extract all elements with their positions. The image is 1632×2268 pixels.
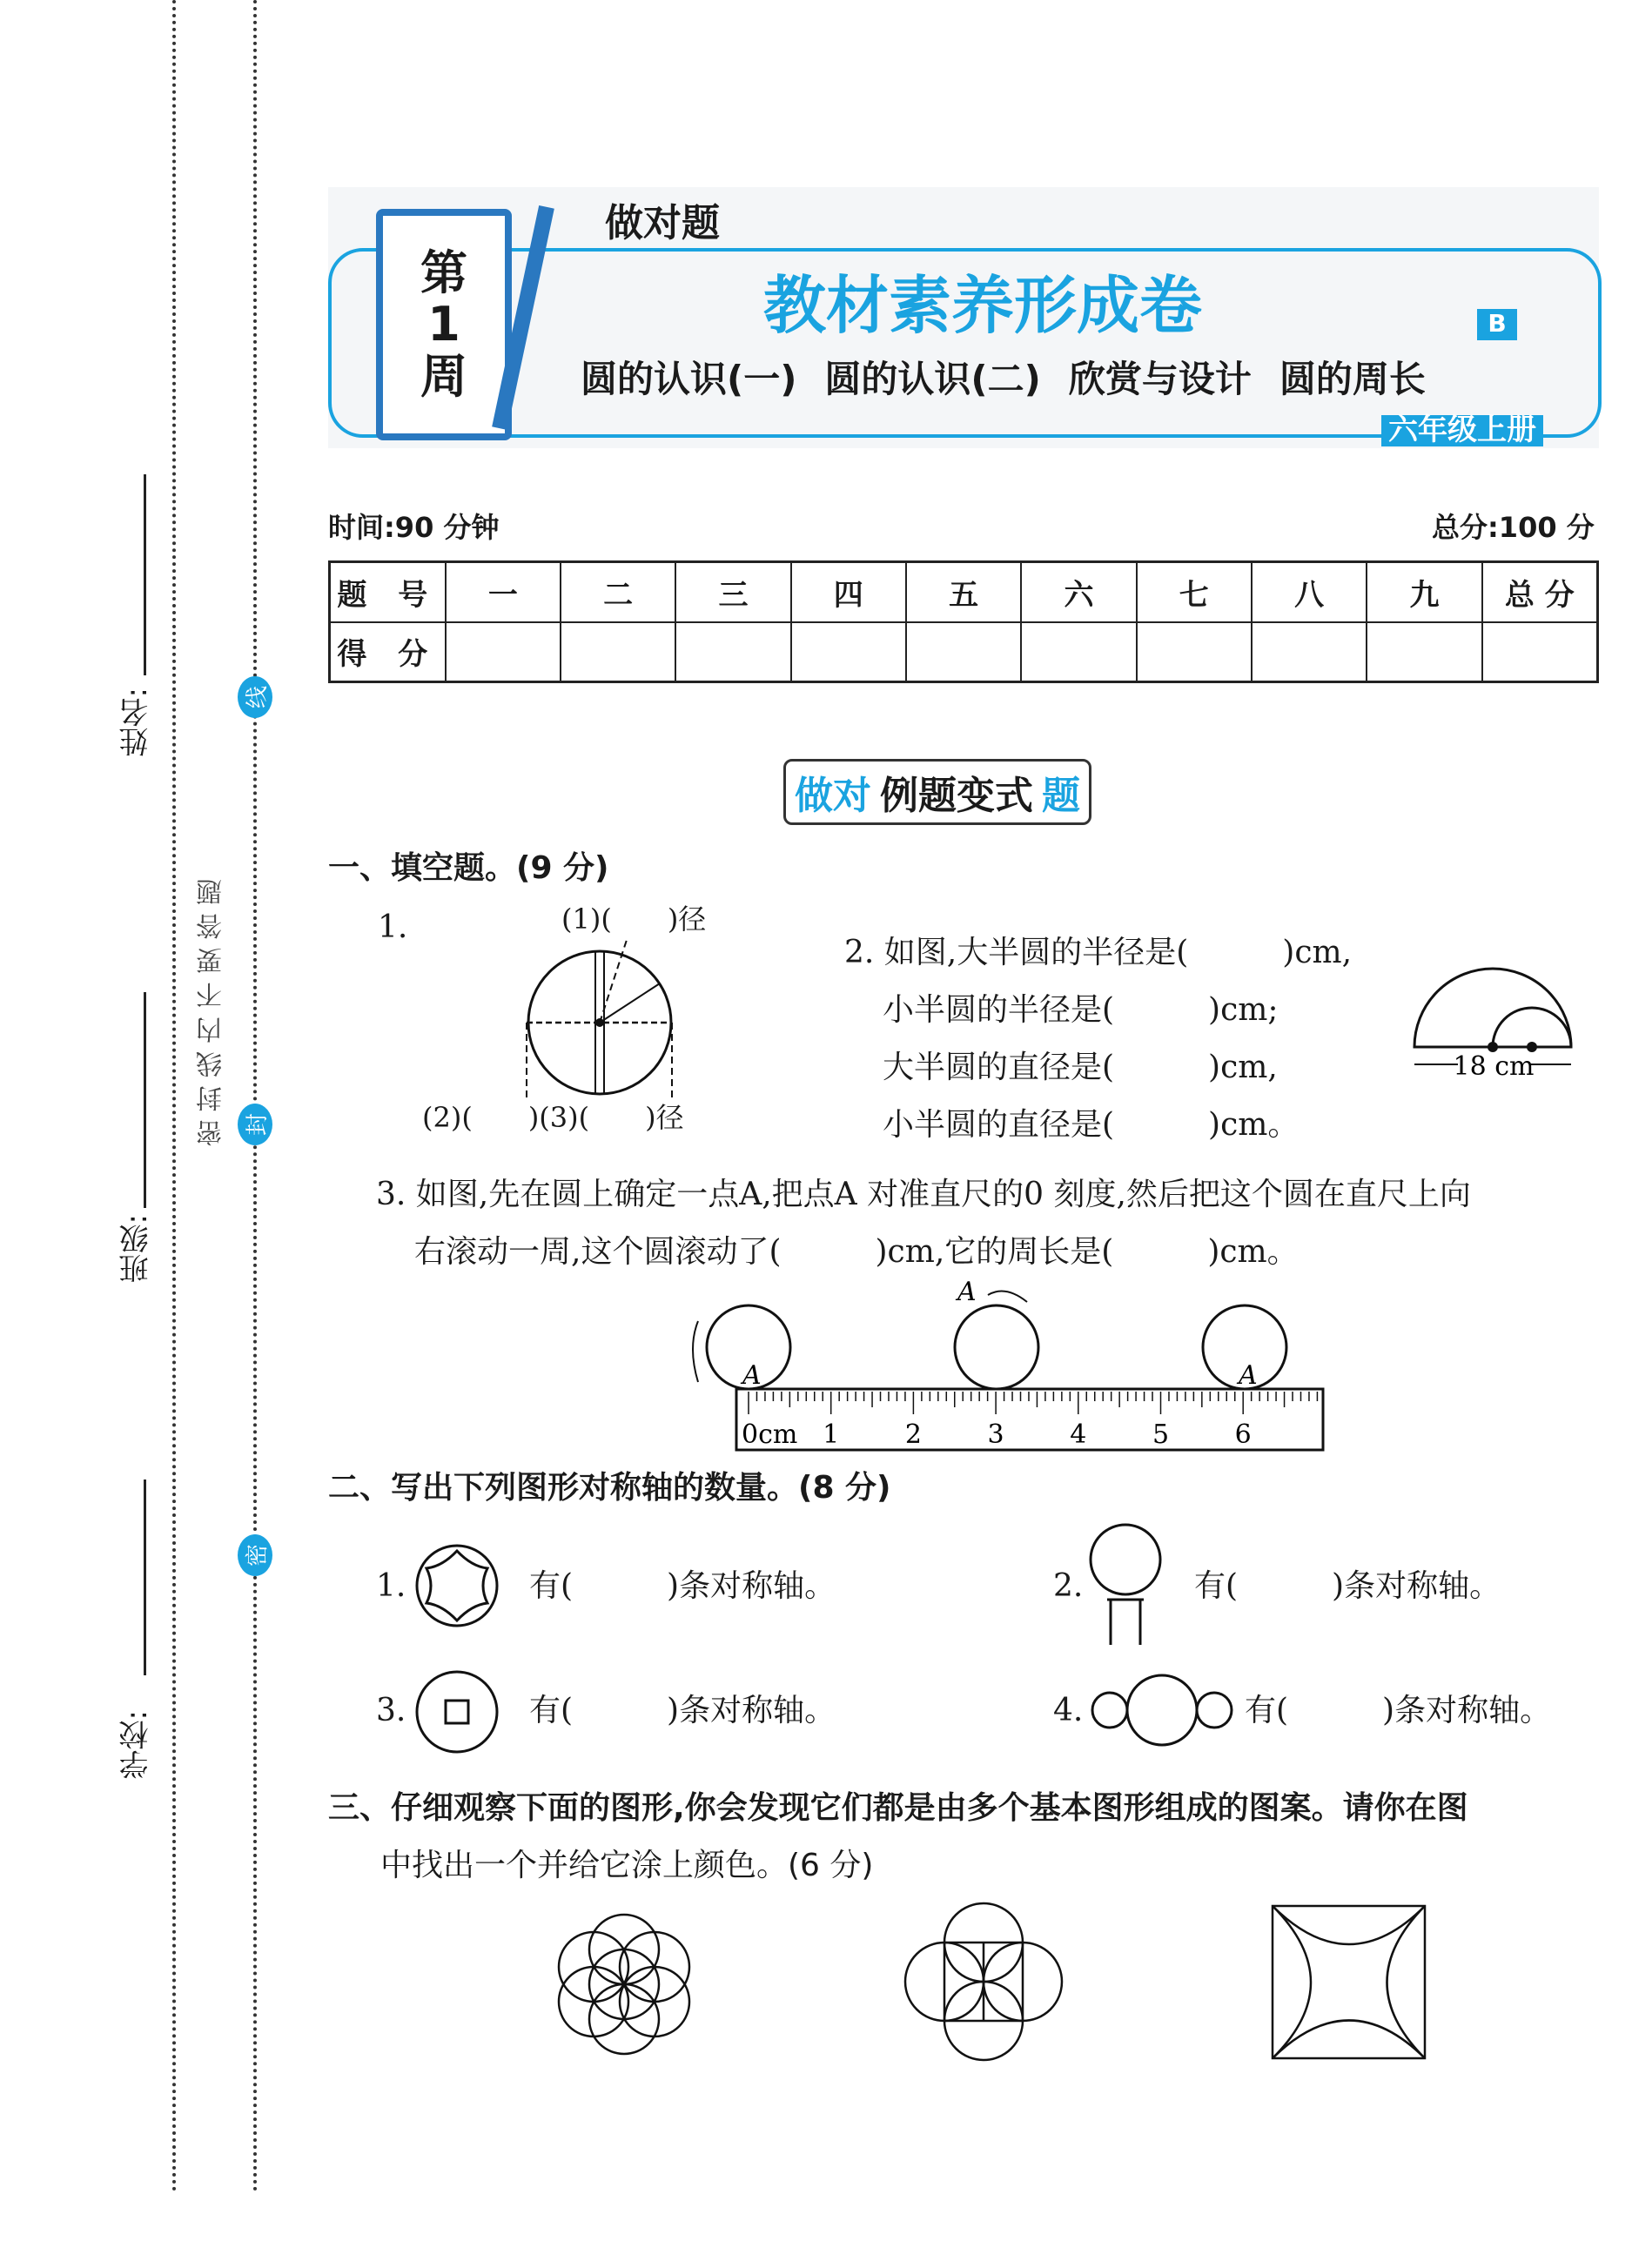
- seal-dot-secret: 密: [238, 1534, 272, 1576]
- large-semicircle: [1414, 969, 1571, 1047]
- section1-heading: 一、填空题。(9 分): [328, 850, 609, 886]
- banner-text: 例题变式: [880, 774, 1033, 818]
- ruler: [736, 1389, 1323, 1450]
- q1-label-top: (1)( )径: [561, 903, 707, 936]
- grade-badge: 六年级上册: [1381, 415, 1543, 446]
- subtitle-part: 圆的周长: [1279, 358, 1426, 400]
- section-banner: [783, 759, 1091, 825]
- s2-item-number: 4.: [1053, 1693, 1084, 1728]
- s2-item-text: 有( )条对称轴。: [1194, 1568, 1501, 1604]
- shape-circle-with-arcs: [409, 1540, 505, 1636]
- ruler-label: 3: [987, 1419, 1004, 1450]
- point-a-label: A: [1239, 1360, 1258, 1391]
- small-semicircle: [1493, 1008, 1571, 1047]
- pattern-square-arcs[interactable]: [1271, 1904, 1427, 2061]
- version-badge: B: [1477, 309, 1517, 340]
- q3-line: 3. 如图,先在圆上确定一点A,把点A 对准直尺的0 刻度,然后把这个圆在直尺上向: [376, 1177, 1471, 1212]
- class-label: 班级:: [119, 1214, 154, 1284]
- rotation-arrow-icon: [693, 1321, 698, 1382]
- header-title: 教材素养形成卷: [763, 269, 1203, 342]
- q2-line: 小半圆的直径是( )cm。: [883, 1107, 1300, 1143]
- class-field[interactable]: [144, 992, 146, 1208]
- ruler-label: 6: [1234, 1419, 1252, 1450]
- measure-label: 18 cm: [1453, 1051, 1535, 1082]
- table-header-cell: 五: [906, 562, 1021, 622]
- radius-line: [600, 983, 660, 1023]
- table-header-cell: 四: [791, 562, 906, 622]
- score-cell[interactable]: [791, 622, 906, 682]
- s2-item-number: 2.: [1053, 1568, 1084, 1604]
- ruler-label: 0cm: [742, 1419, 798, 1450]
- s2-item-text: 有( )条对称轴。: [529, 1693, 836, 1728]
- exam-total: 总分:100 分: [1432, 511, 1595, 544]
- week-char: 周: [420, 348, 467, 404]
- q3-rolling-circle-diagram: [688, 1277, 1332, 1460]
- score-table: [328, 560, 1599, 683]
- banner-text: 题: [1042, 774, 1080, 818]
- subtitle-part: 圆的认识(一): [581, 358, 797, 400]
- point-a-label: A: [957, 1277, 977, 1307]
- week-clipboard: [376, 209, 512, 440]
- table-header-cell: 九: [1367, 562, 1481, 622]
- table-header-cell: 总 分: [1482, 562, 1598, 622]
- score-cell[interactable]: [1252, 622, 1367, 682]
- banner-text: 做: [795, 774, 833, 818]
- name-label: 姓名:: [119, 688, 154, 757]
- s2-item-number: 3.: [376, 1693, 406, 1728]
- s2-item-number: 1.: [376, 1568, 406, 1604]
- circle-middle: [955, 1305, 1038, 1389]
- score-label: 得 分: [330, 622, 446, 682]
- score-cell[interactable]: [1137, 622, 1252, 682]
- ruler-label: 1: [823, 1419, 840, 1450]
- score-cell[interactable]: [906, 622, 1021, 682]
- q2-line: 大半圆的直径是( )cm,: [883, 1050, 1278, 1085]
- exam-time: 时间:90 分钟: [328, 511, 500, 544]
- brand-logo: 做对题: [605, 201, 720, 245]
- week-number: 1: [427, 297, 460, 352]
- ruler-label: 2: [904, 1419, 922, 1450]
- banner-text: 对: [833, 774, 871, 818]
- ruler-label: 4: [1070, 1419, 1087, 1450]
- score-cell[interactable]: [1021, 622, 1136, 682]
- section3-line: 中找出一个并给它涂上颜色。(6 分): [380, 1848, 874, 1883]
- table-header-cell: 六: [1021, 562, 1136, 622]
- q2-line: 2. 如图,大半圆的半径是( )cm,: [844, 935, 1353, 970]
- header-subtitle: [581, 358, 1426, 400]
- shape-three-circles: [1088, 1671, 1245, 1749]
- table-header-cell: 题 号: [330, 562, 446, 622]
- s2-item-text: 有( )条对称轴。: [1245, 1693, 1552, 1728]
- subtitle-part: 圆的认识(二): [824, 358, 1041, 400]
- pattern-flower-circles[interactable]: [548, 1906, 701, 2063]
- table-header-cell: 三: [675, 562, 790, 622]
- q1-number: 1.: [378, 909, 408, 945]
- school-label: 学校:: [119, 1710, 154, 1780]
- s2-item-text: 有( )条对称轴。: [529, 1568, 836, 1604]
- week-char: 第: [420, 245, 467, 300]
- table-header-cell: 八: [1252, 562, 1367, 622]
- q1-circle-diagram: [522, 940, 696, 1105]
- name-field[interactable]: [144, 474, 146, 675]
- table-header-cell: 二: [561, 562, 675, 622]
- school-field[interactable]: [144, 1480, 146, 1675]
- section3-line: 三、仔细观察下面的图形,你会发现它们都是由多个基本图形组成的图案。请你在图: [328, 1790, 1468, 1826]
- score-cell[interactable]: [561, 622, 675, 682]
- table-header-cell: 七: [1137, 562, 1252, 622]
- q2-text: [844, 924, 1352, 1154]
- score-cell[interactable]: [446, 622, 561, 682]
- shape-square-in-circle: [409, 1667, 505, 1762]
- seal-dot-line: 线: [238, 676, 272, 718]
- seal-dot-seal: 封: [238, 1104, 272, 1145]
- score-cell[interactable]: [675, 622, 790, 682]
- fold-line: [172, 0, 176, 2193]
- table-row: [330, 562, 1598, 622]
- header-banner: [328, 187, 1599, 448]
- section2-heading: 二、写出下列图形对称轴的数量。(8 分): [328, 1470, 891, 1506]
- shape-circle-on-stand: [1088, 1523, 1166, 1649]
- table-header-cell: 一: [446, 562, 561, 622]
- seal-note: 密 封 线 内 不 要 答 题: [197, 879, 227, 1146]
- q1-label-bottom: (2)( )(3)( )径: [422, 1101, 684, 1134]
- table-row: [330, 622, 1598, 682]
- ruler-label: 5: [1152, 1419, 1170, 1450]
- seal-line: [253, 0, 257, 2193]
- q2-line: 小半圆的半径是( )cm;: [883, 992, 1279, 1028]
- q3-line: 右滚动一周,这个圆滚动了( )cm,它的周长是( )cm。: [414, 1234, 1299, 1270]
- rotation-arrow-icon: [988, 1292, 1027, 1303]
- score-cell[interactable]: [1367, 622, 1481, 682]
- subtitle-part: 欣赏与设计: [1068, 358, 1252, 400]
- score-cell[interactable]: [1482, 622, 1598, 682]
- center-point: [595, 1018, 604, 1027]
- q2-semicircle-diagram: [1410, 962, 1584, 1084]
- point-a-label: A: [742, 1360, 762, 1391]
- q3-text: [376, 1166, 1471, 1281]
- section3-heading: [328, 1780, 1468, 1895]
- header-rule: [755, 248, 1538, 252]
- pattern-circles-square[interactable]: [901, 1902, 1066, 2063]
